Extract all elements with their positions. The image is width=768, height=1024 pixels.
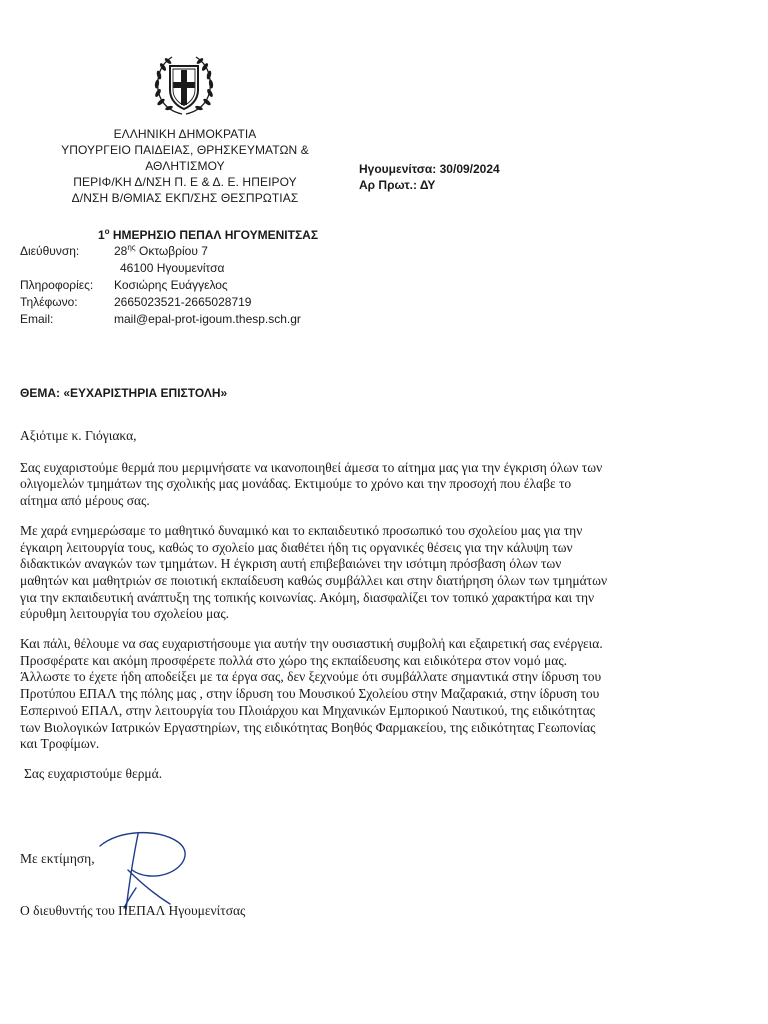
contact-row-email (20, 311, 301, 328)
info-value: Κοσιώρης Ευάγγελος (114, 278, 228, 292)
email-label: Email: (20, 312, 54, 326)
address-city: 46100 Ηγουμενίτσα (120, 261, 225, 275)
paragraph-line: Και πάλι, θέλουμε να σας ευχαριστήσουμε για αυτήν την ουσιαστική συμβολή και εξαιρετική σας ενέργεια. (20, 636, 603, 652)
paragraph-2 (20, 523, 710, 623)
phone-value: 2665023521-2665028719 (114, 295, 252, 309)
email-value: mail@epal-prot-igoum.thesp.sch.gr (114, 312, 301, 326)
greek-coat-of-arms-icon (152, 52, 216, 118)
header-line: ΥΠΟΥΡΓΕΙΟ ΠΑΙΔΕΙΑΣ, ΘΡΗΣΚΕΥΜΑΤΩΝ & (61, 143, 309, 157)
paragraph-line: Με χαρά ενημερώσαμε το μαθητικό δυναμικό και το εκπαιδευτικό προσωπικό του σχολείου μας για την (20, 522, 583, 538)
paragraph-line: Άλλωστε το έχετε ήδη αποδείξει με τα έργα σας, δεν ξεχνούμε ότι συμβάλλατε σημαντικά στην ίδρυση του (20, 669, 602, 685)
school-ordinal: ο (104, 227, 110, 236)
info-label: Πληροφορίες: (20, 278, 94, 292)
paragraph-line: Προσφέρατε και ακόμη προσφέρετε πολλά στο χώρο της εκπαίδευσης και ειδικότερα στον νομό μας. (20, 652, 568, 668)
contact-row-info (20, 277, 301, 294)
address-suffix: ης (127, 243, 136, 252)
thanks-line: Σας ευχαριστούμε θερμά. (24, 765, 163, 781)
school-name-text: ΗΜΕΡΗΣΙΟ ΠΕΠΑΛ ΗΓΟΥΜΕΝΙΤΣΑΣ (109, 228, 319, 242)
contact-row-city (20, 260, 301, 277)
phone-label: Τηλέφωνο: (20, 295, 78, 309)
school-name (58, 228, 358, 242)
contact-row-phone (20, 294, 301, 311)
protocol-number: Αρ Πρωτ.: ΔΥ (359, 178, 436, 192)
paragraph-line: για την εκπαιδευτική ανάπτυξη της τοπικής κοινωνίας. Ακόμη, διασφαλίζει τον τοπικό χαρακτήρα και την (20, 589, 595, 605)
header-line: Δ/ΝΣΗ Β/ΘΜΙΑΣ ΕΚΠ/ΣΗΣ ΘΕΣΠΡΩΤΙΑΣ (71, 191, 299, 205)
letter-greeting: Αξιότιμε κ. Γιόγιακα, (20, 428, 137, 443)
address-street: Οκτωβρίου 7 (135, 244, 208, 258)
paragraph-line: Εσπερινού ΕΠΑΛ, στην λειτουργία του Πλοιάρχου και Μηχανικών Εμπορικού Ναυτικού, της ειδικότητας (20, 702, 595, 718)
address-value (114, 243, 208, 260)
paragraph-line: Προτύπου ΕΠΑΛ της πόλης μας , στην ίδρυση του Μουσικού Σχολείου στην Μαζαρακιά, στην ίδρυση του (20, 686, 600, 702)
paragraph-3 (20, 636, 710, 753)
letter-body (20, 428, 710, 796)
paragraph-line: ολιγομελών τμημάτων της σχολικής μας μονάδας. Εκτιμούμε το χρόνο και την προσοχή που έλαβε το (20, 476, 572, 492)
paragraph-line: Σας ευχαριστούμε θερμά που μεριμνήσατε να ικανοποιηθεί άμεσα το αίτημα μας για την έγκριση όλων των (20, 459, 603, 475)
header-line: ΑΘΛΗΤΙΣΜΟΥ (145, 159, 225, 173)
address-number: 28 (114, 244, 128, 258)
header-line: ΠΕΡΙΦ/ΚΗ Δ/ΝΣΗ Π. Ε & Δ. Ε. ΗΠΕΙΡΟΥ (73, 175, 297, 189)
header-line: ΕΛΛΗΝΙΚΗ ΔΗΜΟΚΡΑΤΙΑ (113, 127, 257, 141)
address-label: Διεύθυνση: (20, 244, 80, 258)
contact-details (20, 243, 301, 328)
contact-row-address (20, 243, 301, 260)
paragraph-line: μαθητών και μαθητριών σε ποιοτική εκπαίδευση καθώς συμβάλλει και στην διατήρηση όλων των τμημάτων (20, 572, 608, 588)
paragraph-line: έγκαιρη λειτουργία τους, καθώς το σχολείο μας διαθέτει ήδη τις οργανικές θέσεις για την κάλυψη των (20, 539, 573, 555)
signer-title: Ο διευθυντής του ΠΕΠΑΛ Ηγουμενίτσας (20, 903, 246, 918)
letter-subject: ΘΕΜΑ: «ΕΥΧΑΡΙΣΤΗΡΙΑ ΕΠΙΣΤΟΛΗ» (20, 386, 228, 400)
document-meta (359, 161, 500, 193)
paragraph-1 (20, 460, 710, 510)
paragraph-line: αίτημα από μέρους σας. (20, 493, 150, 509)
school-number: 1 (97, 228, 105, 242)
paragraph-line: διδακτικών αναγκών των τμημάτων. Η έγκριση αυτή επιβεβαιώνει την ισότιμη πρόσβαση όλων των (20, 556, 562, 572)
document-date: Ηγουμενίτσα: 30/09/2024 (359, 162, 500, 176)
issuer-header (40, 126, 330, 206)
paragraph-line: και Τροφίμων. (20, 736, 100, 752)
letter-closing: Με εκτίμηση, (20, 851, 95, 866)
paragraph-line: των Βιολογικών Ιατρικών Εργαστηρίων, της ειδικότητας Βοηθός Φαρμακείου, της ειδικότητας Γεωπονίας (20, 719, 596, 735)
paragraph-line: εύρυθμη λειτουργία του σχολείου μας. (20, 606, 230, 622)
